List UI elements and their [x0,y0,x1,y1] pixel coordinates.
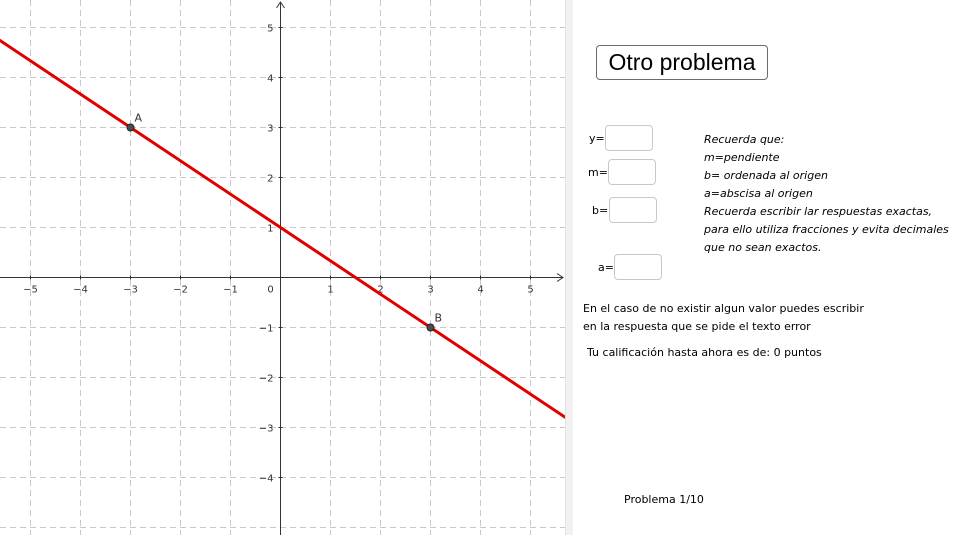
m-input-label: m= [588,166,608,179]
y-equation-input[interactable] [605,125,653,151]
problem-counter: Problema 1/10 [624,493,704,506]
x-tick-label: −5 [23,284,38,296]
reminder-text [704,131,949,257]
note-line: En el caso de no existir algun valor puedes escribir [583,302,864,315]
score-text: Tu calificación hasta ahora es de: 0 puntos [587,346,822,359]
error-instructions [583,300,864,336]
x-tick-label: 5 [527,284,534,296]
intercept-input[interactable] [609,197,657,223]
y-tick-label: −2 [258,373,274,385]
x-tick-label: 3 [427,284,434,296]
reminder-line: para ello utiliza fracciones y evita decimales [704,223,949,236]
y-tick-label: 3 [267,123,274,135]
reminder-line: que no sean exactos. [704,241,822,254]
y-tick-label: 5 [267,23,274,35]
exercise-panel [573,0,979,535]
y-tick-label: −1 [258,323,274,335]
note-line: en la respuesta que se pide el texto error [583,320,811,333]
x-tick-label: 2 [377,284,384,296]
y-input-label: y= [589,132,605,145]
y-tick-label: 1 [267,223,274,235]
reminder-line: m=pendiente [704,151,780,164]
reminder-line: b= ordenada al origen [704,169,828,182]
reminder-line: a=abscisa al origen [704,187,813,200]
y-tick-label: −4 [258,473,274,485]
point-label-b: B [434,311,443,325]
x-tick-label: 4 [477,284,484,296]
y-tick-label: −3 [258,423,274,435]
x-intercept-input[interactable] [614,254,662,280]
y-tick-label: 4 [267,73,274,85]
new-problem-button[interactable]: Otro problema [596,45,768,80]
reminder-line: Recuerda escribir lar respuestas exactas, [704,205,933,218]
point-a [127,124,134,131]
x-tick-label: −3 [123,284,138,296]
view-splitter[interactable] [565,0,573,535]
x-tick-label: 0 [267,284,274,296]
a-input-label: a= [598,261,614,274]
b-input-label: b= [592,204,609,217]
x-tick-label: −1 [223,284,238,296]
reminder-line: Recuerda que: [704,133,785,146]
slope-input[interactable] [608,159,656,185]
x-tick-label: 1 [327,284,334,296]
x-tick-label: −2 [173,284,188,296]
line-graph [0,41,565,418]
point-b [427,324,434,331]
point-label-a: A [134,111,143,125]
x-tick-label: −4 [73,284,88,296]
y-tick-label: 2 [267,173,274,185]
